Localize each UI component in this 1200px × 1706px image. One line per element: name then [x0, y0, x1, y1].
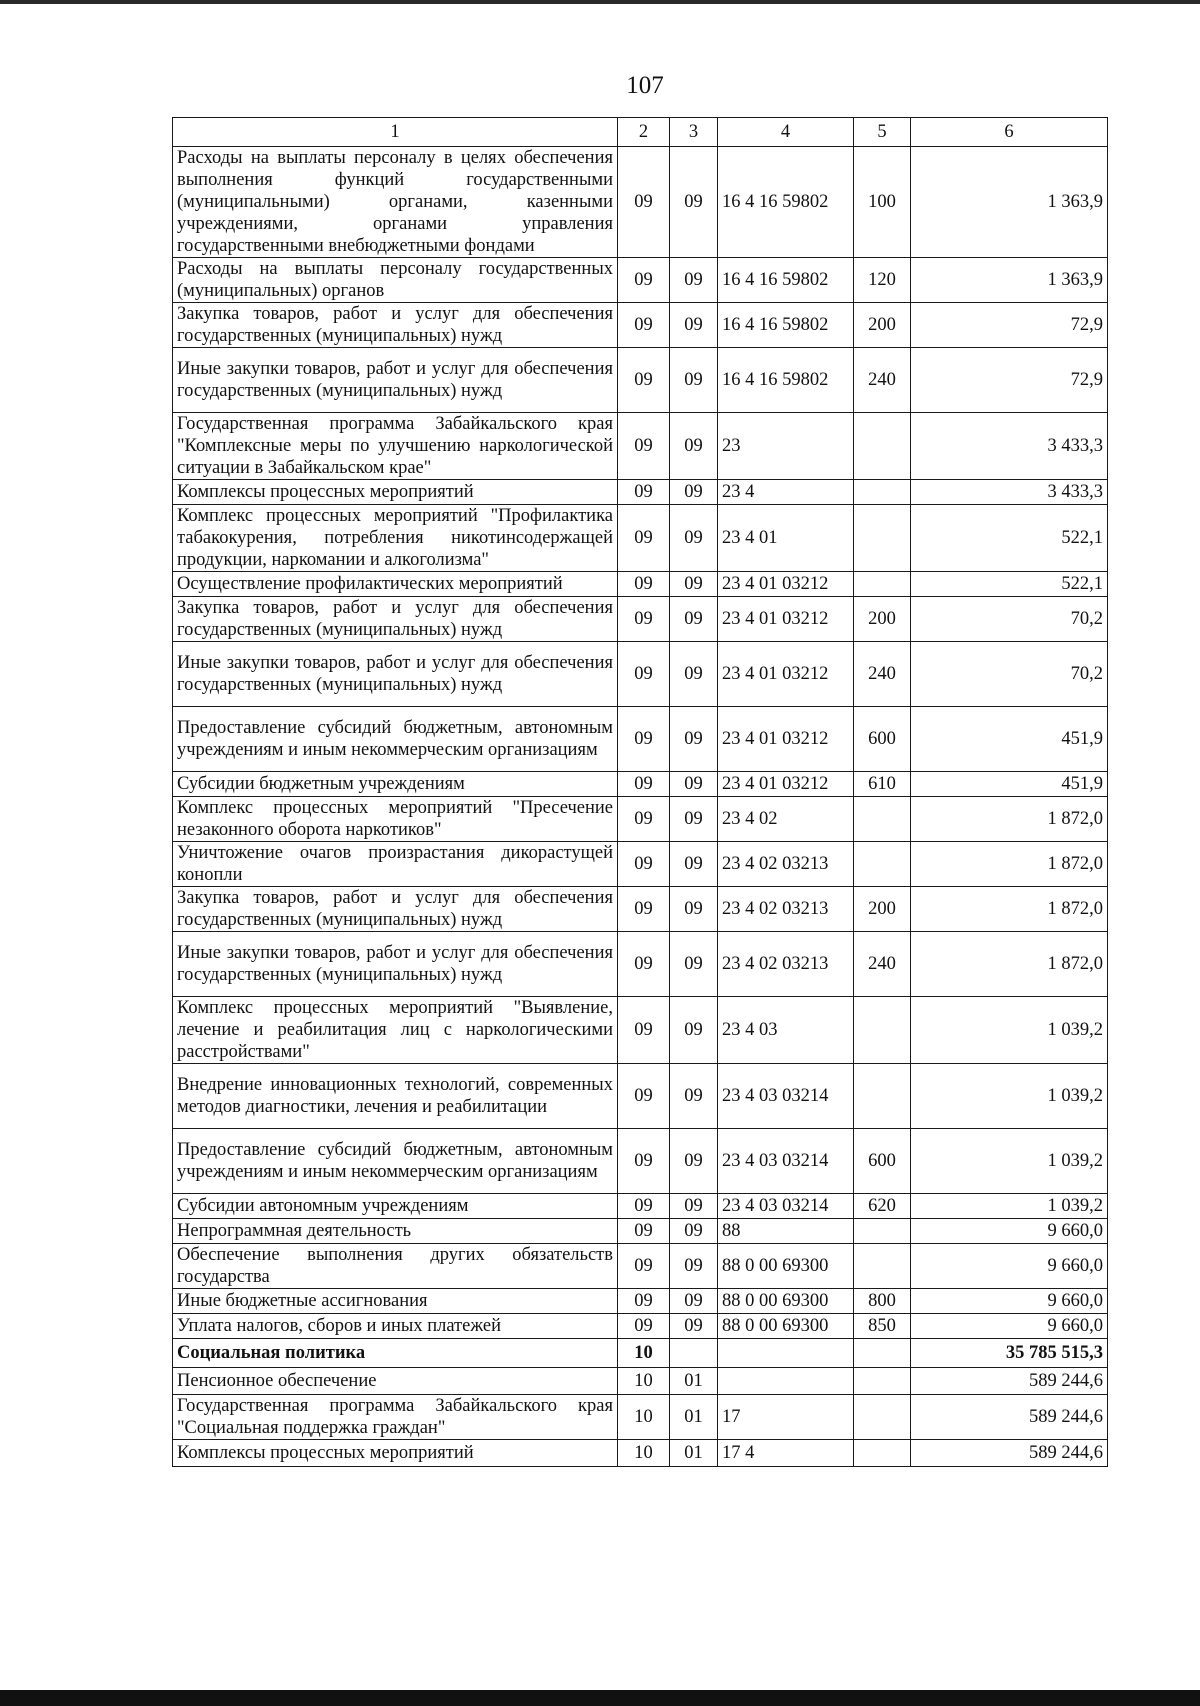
- target-article-code: 23 4 01 03212: [718, 597, 854, 642]
- subsection-code: 09: [670, 597, 718, 642]
- expense-type-code: [854, 572, 911, 597]
- section-code: 09: [618, 480, 670, 505]
- row-name: Предоставление субсидий бюджетным, автономным учреждениям и иным некоммерческим организациям: [173, 707, 618, 772]
- target-article-code: 88 0 00 69300: [718, 1289, 854, 1314]
- amount: 3 433,3: [911, 413, 1108, 480]
- table-row: [173, 997, 1108, 1064]
- subsection-code: 01: [670, 1440, 718, 1467]
- row-name: Комплексы процессных мероприятий: [173, 480, 618, 505]
- row-name: Уничтожение очагов произрастания дикорастущей конопли: [173, 842, 618, 887]
- section-code: 09: [618, 772, 670, 797]
- amount: 9 660,0: [911, 1289, 1108, 1314]
- section-code: 09: [618, 842, 670, 887]
- target-article-code: [718, 1339, 854, 1368]
- expense-type-code: [854, 797, 911, 842]
- table-row: [173, 303, 1108, 348]
- section-code: 10: [618, 1440, 670, 1467]
- amount: 1 872,0: [911, 932, 1108, 997]
- table-row: [173, 1194, 1108, 1219]
- subsection-code: 09: [670, 147, 718, 258]
- target-article-code: 17: [718, 1395, 854, 1440]
- column-number: 6: [911, 118, 1108, 147]
- expense-type-code: 620: [854, 1194, 911, 1219]
- section-code: 09: [618, 932, 670, 997]
- expense-type-code: [854, 1339, 911, 1368]
- section-code: 09: [618, 413, 670, 480]
- table-row: [173, 1219, 1108, 1244]
- subsection-code: 09: [670, 505, 718, 572]
- section-code: 09: [618, 997, 670, 1064]
- table-row: [173, 1129, 1108, 1194]
- subsection-code: 09: [670, 480, 718, 505]
- expense-type-code: 240: [854, 348, 911, 413]
- subsection-code: 09: [670, 1129, 718, 1194]
- column-number: 5: [854, 118, 911, 147]
- amount: 9 660,0: [911, 1219, 1108, 1244]
- subsection-code: [670, 1339, 718, 1368]
- table-row: [173, 797, 1108, 842]
- subsection-code: 09: [670, 303, 718, 348]
- row-name: Обеспечение выполнения других обязательств государства: [173, 1244, 618, 1289]
- table-row: [173, 147, 1108, 258]
- table-row: [173, 707, 1108, 772]
- amount: 1 872,0: [911, 842, 1108, 887]
- row-name: Комплекс процессных мероприятий "Профилактика табакокурения, потребления никотинсодержащей продукции, наркомании и алкоголизма": [173, 505, 618, 572]
- subsection-code: 09: [670, 258, 718, 303]
- row-name: Уплата налогов, сборов и иных платежей: [173, 1314, 618, 1339]
- target-article-code: 23 4 02 03213: [718, 887, 854, 932]
- amount: 522,1: [911, 505, 1108, 572]
- target-article-code: 23 4: [718, 480, 854, 505]
- row-name: Расходы на выплаты персоналу государственных (муниципальных) органов: [173, 258, 618, 303]
- section-code: 10: [618, 1395, 670, 1440]
- subsection-code: 09: [670, 772, 718, 797]
- amount: 589 244,6: [911, 1395, 1108, 1440]
- page-number: 107: [626, 72, 664, 99]
- amount: 1 039,2: [911, 1194, 1108, 1219]
- target-article-code: 23 4 03: [718, 997, 854, 1064]
- amount: 1 872,0: [911, 797, 1108, 842]
- amount: 3 433,3: [911, 480, 1108, 505]
- amount: 35 785 515,3: [911, 1339, 1108, 1368]
- target-article-code: 23 4 03 03214: [718, 1194, 854, 1219]
- table-row: [173, 642, 1108, 707]
- section-code: 09: [618, 642, 670, 707]
- expense-type-code: [854, 1368, 911, 1395]
- amount: 9 660,0: [911, 1244, 1108, 1289]
- row-name: Субсидии бюджетным учреждениям: [173, 772, 618, 797]
- subsection-code: 09: [670, 842, 718, 887]
- amount: 1 039,2: [911, 997, 1108, 1064]
- amount: 72,9: [911, 348, 1108, 413]
- table-row: [173, 1244, 1108, 1289]
- row-name: Закупка товаров, работ и услуг для обеспечения государственных (муниципальных) нужд: [173, 597, 618, 642]
- expense-type-code: 600: [854, 1129, 911, 1194]
- subsection-code: 09: [670, 1244, 718, 1289]
- table-row: [173, 1368, 1108, 1395]
- section-code: 10: [618, 1339, 670, 1368]
- target-article-code: 23 4 02 03213: [718, 932, 854, 997]
- target-article-code: 16 4 16 59802: [718, 303, 854, 348]
- column-number-row: [173, 118, 1108, 147]
- amount: 72,9: [911, 303, 1108, 348]
- amount: 9 660,0: [911, 1314, 1108, 1339]
- subsection-code: 01: [670, 1395, 718, 1440]
- amount: 1 039,2: [911, 1064, 1108, 1129]
- amount: 522,1: [911, 572, 1108, 597]
- row-name: Государственная программа Забайкальского края "Комплексные меры по улучшению наркологической ситуации в Забайкальском крае": [173, 413, 618, 480]
- row-name: Непрограммная деятельность: [173, 1219, 618, 1244]
- subsection-code: 09: [670, 1314, 718, 1339]
- subsection-code: 09: [670, 1194, 718, 1219]
- section-code: 09: [618, 258, 670, 303]
- target-article-code: 23 4 01: [718, 505, 854, 572]
- row-name: Пенсионное обеспечение: [173, 1368, 618, 1395]
- row-name: Иные закупки товаров, работ и услуг для обеспечения государственных (муниципальных) нужд: [173, 932, 618, 997]
- row-name: Иные закупки товаров, работ и услуг для обеспечения государственных (муниципальных) нужд: [173, 348, 618, 413]
- table-row: [173, 842, 1108, 887]
- row-name: Комплексы процессных мероприятий: [173, 1440, 618, 1467]
- subsection-code: 09: [670, 797, 718, 842]
- column-number: 1: [173, 118, 618, 147]
- expense-type-code: 600: [854, 707, 911, 772]
- section-code: 09: [618, 597, 670, 642]
- expense-type-code: 200: [854, 303, 911, 348]
- subsection-code: 09: [670, 997, 718, 1064]
- row-name: Комплекс процессных мероприятий "Пресечение незаконного оборота наркотиков": [173, 797, 618, 842]
- target-article-code: 16 4 16 59802: [718, 258, 854, 303]
- table-row: [173, 1289, 1108, 1314]
- section-code: 09: [618, 1064, 670, 1129]
- scan-bottom-edge: [0, 1690, 1200, 1706]
- amount: 70,2: [911, 597, 1108, 642]
- amount: 589 244,6: [911, 1440, 1108, 1467]
- row-name: Внедрение инновационных технологий, современных методов диагностики, лечения и реабилитации: [173, 1064, 618, 1129]
- scan-top-edge: [0, 0, 1200, 4]
- subsection-code: 09: [670, 642, 718, 707]
- section-code: 09: [618, 147, 670, 258]
- section-code: 09: [618, 348, 670, 413]
- section-code: 09: [618, 887, 670, 932]
- expense-type-code: 200: [854, 597, 911, 642]
- amount: 1 872,0: [911, 887, 1108, 932]
- section-code: 09: [618, 303, 670, 348]
- table-row: [173, 348, 1108, 413]
- target-article-code: 16 4 16 59802: [718, 348, 854, 413]
- expense-type-code: 800: [854, 1289, 911, 1314]
- section-code: 09: [618, 707, 670, 772]
- subsection-code: 09: [670, 348, 718, 413]
- expense-type-code: [854, 1244, 911, 1289]
- subsection-code: 01: [670, 1368, 718, 1395]
- section-code: 10: [618, 1368, 670, 1395]
- target-article-code: 88 0 00 69300: [718, 1244, 854, 1289]
- target-article-code: 23 4 02: [718, 797, 854, 842]
- target-article-code: 88 0 00 69300: [718, 1314, 854, 1339]
- section-code: 09: [618, 1129, 670, 1194]
- expense-type-code: 850: [854, 1314, 911, 1339]
- subsection-code: 09: [670, 1219, 718, 1244]
- target-article-code: 16 4 16 59802: [718, 147, 854, 258]
- section-code: 09: [618, 797, 670, 842]
- expense-type-code: 240: [854, 642, 911, 707]
- row-name: Закупка товаров, работ и услуг для обеспечения государственных (муниципальных) нужд: [173, 303, 618, 348]
- row-name: Расходы на выплаты персоналу в целях обеспечения выполнения функций государственными (муниципальными) органами, казенными учреждениями, органами управления государственными внебюджетными фондами: [173, 147, 618, 258]
- subsection-code: 09: [670, 413, 718, 480]
- row-name: Иные бюджетные ассигнования: [173, 1289, 618, 1314]
- budget-table: [172, 117, 1108, 1467]
- column-number: 2: [618, 118, 670, 147]
- subsection-code: 09: [670, 1289, 718, 1314]
- table-row: [173, 1064, 1108, 1129]
- amount: 589 244,6: [911, 1368, 1108, 1395]
- section-code: 09: [618, 572, 670, 597]
- amount: 1 363,9: [911, 258, 1108, 303]
- table-row: [173, 1440, 1108, 1467]
- amount: 451,9: [911, 707, 1108, 772]
- row-name: Субсидии автономным учреждениям: [173, 1194, 618, 1219]
- subsection-code: 09: [670, 572, 718, 597]
- table-row: [173, 505, 1108, 572]
- expense-type-code: 200: [854, 887, 911, 932]
- target-article-code: 88: [718, 1219, 854, 1244]
- row-name: Закупка товаров, работ и услуг для обеспечения государственных (муниципальных) нужд: [173, 887, 618, 932]
- expense-type-code: 100: [854, 147, 911, 258]
- target-article-code: 23: [718, 413, 854, 480]
- table-body: [173, 118, 1108, 1467]
- table-row: [173, 932, 1108, 997]
- table-row: [173, 1339, 1108, 1368]
- column-number: 3: [670, 118, 718, 147]
- target-article-code: 23 4 02 03213: [718, 842, 854, 887]
- expense-type-code: 610: [854, 772, 911, 797]
- target-article-code: 17 4: [718, 1440, 854, 1467]
- row-name: Предоставление субсидий бюджетным, автономным учреждениям и иным некоммерческим организациям: [173, 1129, 618, 1194]
- target-article-code: 23 4 03 03214: [718, 1064, 854, 1129]
- expense-type-code: [854, 997, 911, 1064]
- row-name: Комплекс процессных мероприятий "Выявление, лечение и реабилитация лиц с наркологическими расстройствами": [173, 997, 618, 1064]
- table-row: [173, 1395, 1108, 1440]
- subsection-code: 09: [670, 707, 718, 772]
- amount: 70,2: [911, 642, 1108, 707]
- row-name: Осуществление профилактических мероприятий: [173, 572, 618, 597]
- row-name: Иные закупки товаров, работ и услуг для обеспечения государственных (муниципальных) нужд: [173, 642, 618, 707]
- expense-type-code: 120: [854, 258, 911, 303]
- amount: 1 363,9: [911, 147, 1108, 258]
- column-number: 4: [718, 118, 854, 147]
- subsection-code: 09: [670, 887, 718, 932]
- section-code: 09: [618, 1194, 670, 1219]
- section-code: 09: [618, 505, 670, 572]
- expense-type-code: [854, 1440, 911, 1467]
- table-row: [173, 258, 1108, 303]
- amount: 1 039,2: [911, 1129, 1108, 1194]
- amount: 451,9: [911, 772, 1108, 797]
- expense-type-code: 240: [854, 932, 911, 997]
- expense-type-code: [854, 1395, 911, 1440]
- table-row: [173, 480, 1108, 505]
- table-row: [173, 1314, 1108, 1339]
- expense-type-code: [854, 1219, 911, 1244]
- target-article-code: [718, 1368, 854, 1395]
- row-name: Государственная программа Забайкальского края "Социальная поддержка граждан": [173, 1395, 618, 1440]
- expense-type-code: [854, 413, 911, 480]
- section-code: 09: [618, 1289, 670, 1314]
- section-code: 09: [618, 1244, 670, 1289]
- target-article-code: 23 4 01 03212: [718, 707, 854, 772]
- target-article-code: 23 4 01 03212: [718, 572, 854, 597]
- target-article-code: 23 4 01 03212: [718, 642, 854, 707]
- subsection-code: 09: [670, 932, 718, 997]
- target-article-code: 23 4 01 03212: [718, 772, 854, 797]
- row-name: Социальная политика: [173, 1339, 618, 1368]
- section-code: 09: [618, 1314, 670, 1339]
- section-code: 09: [618, 1219, 670, 1244]
- subsection-code: 09: [670, 1064, 718, 1129]
- expense-type-code: [854, 505, 911, 572]
- table-row: [173, 413, 1108, 480]
- table-row: [173, 572, 1108, 597]
- table-row: [173, 772, 1108, 797]
- table-row: [173, 887, 1108, 932]
- expense-type-code: [854, 842, 911, 887]
- target-article-code: 23 4 03 03214: [718, 1129, 854, 1194]
- table-row: [173, 597, 1108, 642]
- expense-type-code: [854, 480, 911, 505]
- expense-type-code: [854, 1064, 911, 1129]
